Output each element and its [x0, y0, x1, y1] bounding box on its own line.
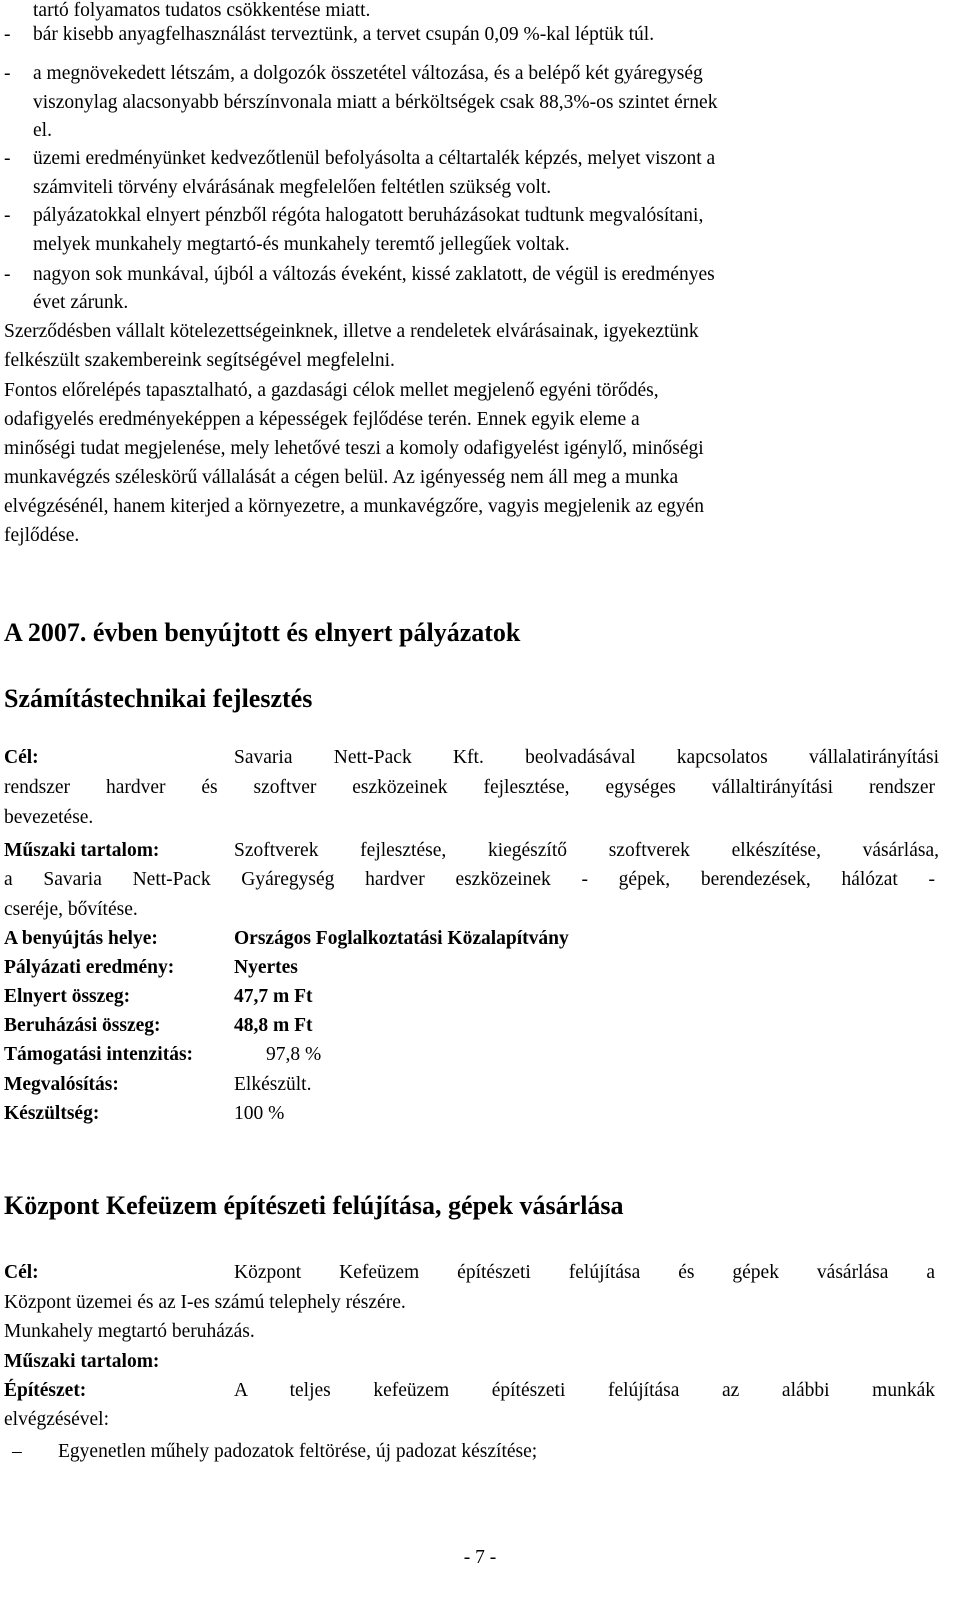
bullet-text: nagyon sok munkával, újból a változás éveként, kissé zaklatott, de végül is eredményes	[33, 264, 715, 285]
bullet-dash: -	[4, 264, 11, 285]
paragraph-line: Szerződésben vállalt kötelezettségeinknek, illetve a rendeletek elvárásainak, igyekeztünk	[4, 321, 699, 342]
bullet-text: a megnövekedett létszám, a dolgozók összetétel változása, és a belépő két gyáregység	[33, 63, 703, 84]
technical-row	[0, 838, 960, 864]
goal-text: Központ üzemei és az I-es számú telephely részére.	[4, 1292, 406, 1313]
goal-row	[0, 1260, 960, 1286]
technical-text: a Savaria Nett-Pack Gyáregység hardver eszközeinek - gépek, berendezések, hálózat -	[4, 869, 935, 890]
bullet-text: viszonylag alacsonyabb bérszínvonala miatt a bérköltségek csak 88,3%-os szintet érnek	[33, 92, 718, 113]
field-label: Beruházási összeg:	[4, 1015, 161, 1036]
bullet-dash: -	[4, 148, 11, 169]
paragraph-line: felkészült szakembereink segítségével megfelelni.	[4, 350, 395, 371]
field-label: A benyújtás helye:	[4, 928, 158, 949]
project-title: Számítástechnikai fejlesztés	[4, 684, 313, 713]
field-row	[0, 1072, 960, 1098]
goal-row	[0, 745, 960, 771]
field-row	[0, 1101, 960, 1127]
technical-text: Szoftverek fejlesztése, kiegészítő szoftverek elkészítése, vásárlása,	[234, 840, 939, 861]
paragraph-line: fejlődése.	[4, 525, 80, 546]
field-label: Támogatási intenzitás:	[4, 1044, 194, 1065]
field-value: 47,7 m Ft	[234, 986, 313, 1007]
project-title: Központ Kefeüzem építészeti felújítása, gépek vásárlása	[4, 1191, 624, 1220]
paragraph-line: Fontos előrelépés tapasztalható, a gazdasági célok mellet megjelenő egyéni törődés,	[4, 380, 659, 401]
bullet-text: üzemi eredményünket kedvezőtlenül befolyásolta a céltartalék képzés, melyet viszont a	[33, 148, 716, 169]
technical-label: Műszaki tartalom:	[4, 840, 160, 861]
field-row	[0, 926, 960, 952]
field-value: 97,8 %	[266, 1044, 322, 1065]
field-value: Elkészült.	[234, 1074, 312, 1095]
bullet-text: számviteli törvény elvárásának megfelelően feltétlen szükség volt.	[33, 177, 552, 198]
field-value: 100 %	[234, 1103, 285, 1124]
bullet-dash: -	[4, 24, 11, 45]
list-marker: –	[12, 1441, 22, 1462]
note-text: Munkahely megtartó beruházás.	[4, 1321, 255, 1342]
goal-label: Cél:	[4, 1262, 39, 1283]
bullet-text: bár kisebb anyagfelhasználást terveztünk, a tervet csupán 0,09 %-kal léptük túl.	[33, 24, 655, 45]
page-number: - 7 -	[463, 1547, 497, 1568]
goal-text: bevezetése.	[4, 807, 94, 828]
architecture-label: Építészet:	[4, 1380, 87, 1401]
goal-text: Savaria Nett-Pack Kft. beolvadásával kapcsolatos vállalatirányítási	[234, 747, 939, 768]
bullet-dash: -	[4, 63, 11, 84]
goal-label: Cél:	[4, 747, 39, 768]
paragraph-line: odafigyelés eredményeképpen a képességek fejlődése terén. Ennek egyik eleme a	[4, 409, 640, 430]
text-line: tartó folyamatos tudatos csökkentése miatt.	[33, 0, 371, 21]
field-value: Nyertes	[234, 957, 298, 978]
paragraph-line: minőségi tudat megjelenése, mely lehetővé teszi a komoly odafigyelést igénylő, minőségi	[4, 438, 704, 459]
list-item-text: Egyenetlen műhely padozatok feltörése, új padozat készítése;	[58, 1441, 538, 1462]
bullet-text: melyek munkahely megtartó-és munkahely teremtő jellegűek voltak.	[33, 234, 570, 255]
bullet-dash: -	[4, 205, 11, 226]
paragraph-line: munkavégzés széleskörű vállalását a cégen belül. Az igényesség nem áll meg a munka	[4, 467, 679, 488]
field-label: Elnyert összeg:	[4, 986, 131, 1007]
bullet-text: évet zárunk.	[33, 292, 129, 313]
field-row	[0, 955, 960, 981]
goal-text: rendszer hardver és szoftver eszközeinek fejlesztése, egységes vállaltirányítási rendszer	[4, 777, 935, 798]
architecture-row	[0, 1378, 960, 1404]
bullet-text: pályázatokkal elnyert pénzből régóta halogatott beruházásokat tudtunk megvalósítani,	[33, 205, 704, 226]
paragraph-line: elvégzésénél, hanem kiterjed a környezetre, a munkavégzőre, vagyis megjelenik az egyén	[4, 496, 705, 517]
field-label: Pályázati eredmény:	[4, 957, 175, 978]
field-value: Országos Foglalkoztatási Közalapítvány	[234, 928, 569, 949]
list-item	[0, 1439, 960, 1465]
field-label: Készültség:	[4, 1103, 100, 1124]
field-row	[0, 984, 960, 1010]
field-row	[0, 1013, 960, 1039]
field-value: 48,8 m Ft	[234, 1015, 313, 1036]
architecture-text: elvégzésével:	[4, 1409, 110, 1430]
technical-text: cseréje, bővítése.	[4, 899, 138, 920]
section-title: A 2007. évben benyújtott és elnyert pályázatok	[4, 618, 521, 647]
technical-label: Műszaki tartalom:	[4, 1351, 160, 1372]
bullet-text: el.	[33, 120, 52, 141]
goal-text: Központ Kefeüzem építészeti felújítása és gépek vásárlása a	[234, 1262, 935, 1283]
field-row	[0, 1042, 960, 1068]
architecture-text: A teljes kefeüzem építészeti felújítása az alábbi munkák	[234, 1380, 935, 1401]
field-label: Megvalósítás:	[4, 1074, 119, 1095]
